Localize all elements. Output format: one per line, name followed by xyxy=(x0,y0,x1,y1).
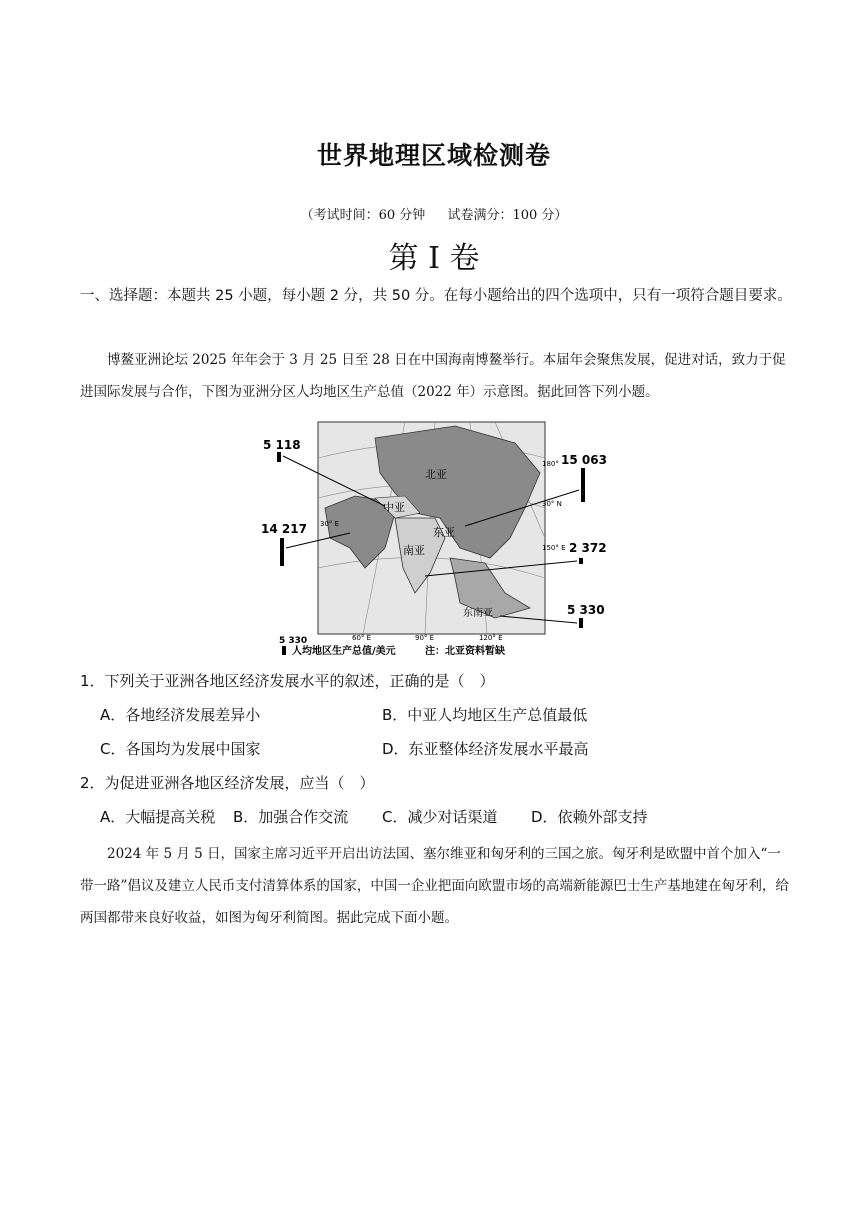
q1-option-a[interactable]: A．各地经济发展差异小 xyxy=(100,706,261,724)
grid-label-60e: 60° E xyxy=(352,634,372,642)
exam-time: （考试时间：60 分钟 xyxy=(300,208,426,223)
bar-south-asia xyxy=(579,558,583,564)
passage-1: 博鳌亚洲论坛 2025 年年会于 3 月 25 日至 28 日在中国海南博鳌举行。本届年会聚焦发展，促进对话，致力于促进国际发展与合作，下图为亚洲分区人均地区生产总值（2022 年）示意图。据此回答下列小题。 xyxy=(80,352,786,400)
q2-option-a[interactable]: A．大幅提高关税 xyxy=(100,808,216,826)
volume-heading: 第 I 卷 xyxy=(388,241,480,276)
grid-label-180: 180° xyxy=(542,460,559,468)
value-label-5330: 5 330 xyxy=(567,603,605,617)
region-label-southeast: 东南亚 xyxy=(463,608,493,619)
bar-west-asia-left xyxy=(280,538,284,566)
bar-southeast-asia xyxy=(579,618,583,628)
bar-east-asia xyxy=(581,468,585,502)
q2-option-b[interactable]: B．加强合作交流 xyxy=(233,808,349,826)
question-2-stem: 2．为促进亚洲各地区经济发展，应当（ ） xyxy=(80,774,375,792)
region-label-south: 南亚 xyxy=(403,544,425,557)
value-label-2372: 2 372 xyxy=(569,541,607,555)
map-note: 注：北亚资料暂缺 xyxy=(425,646,505,657)
q2-option-d[interactable]: D．依赖外部支持 xyxy=(531,808,648,826)
q1-option-d[interactable]: D．东亚整体经济发展水平最高 xyxy=(382,740,589,758)
region-label-north: 北亚 xyxy=(425,468,447,481)
grid-label-30n: 30° N xyxy=(542,500,562,508)
q1-option-c[interactable]: C．各国均为发展中国家 xyxy=(100,740,261,758)
region-label-east: 东亚 xyxy=(433,526,455,539)
passage-2: 2024 年 5 月 5 日，国家主席习近平开启出访法国、塞尔维亚和匈牙利的三国之旅。匈牙利是欧盟中首个加入“一带一路”倡议及建立人民币支付清算体系的国家，中国一企业把面向欧盟市场的高端新能源巴士生产基地建在匈牙利，给两国都带来良好收益，如图为匈牙利简图。据此完成下面小题。 xyxy=(80,846,789,926)
section-header: 一、选择题：本题共 25 小题，每小题 2 分，共 50 分。在每小题给出的四个选项中，只有一项符合题目要求。 xyxy=(80,288,792,304)
exam-score: 试卷满分：100 分） xyxy=(447,208,568,223)
legend-value: 5 330 xyxy=(279,636,308,646)
region-label-central: 中亚 xyxy=(383,501,405,514)
q1-option-b[interactable]: B．中亚人均地区生产总值最低 xyxy=(382,706,588,724)
grid-label-30e: 30° E xyxy=(320,520,340,528)
grid-label-90e: 90° E xyxy=(415,634,435,642)
value-label-5118: 5 118 xyxy=(263,438,301,452)
legend-text: 人均地区生产总值/美元 xyxy=(292,646,396,657)
value-label-15063: 15 063 xyxy=(561,453,607,467)
grid-label-120e: 120° E xyxy=(479,634,503,642)
grid-label-150e: 150° E xyxy=(542,544,566,552)
bar-west-asia-top xyxy=(277,452,281,462)
q2-option-c[interactable]: C．减少对话渠道 xyxy=(382,808,498,826)
exam-info xyxy=(0,204,868,223)
page-title: 世界地理区域检测卷 xyxy=(316,141,551,170)
legend-bar xyxy=(282,646,286,655)
question-1-stem: 1．下列关于亚洲各地区经济发展水平的叙述，正确的是（ ） xyxy=(80,672,495,690)
value-label-14217: 14 217 xyxy=(261,522,307,536)
asia-gdp-map xyxy=(255,418,615,658)
